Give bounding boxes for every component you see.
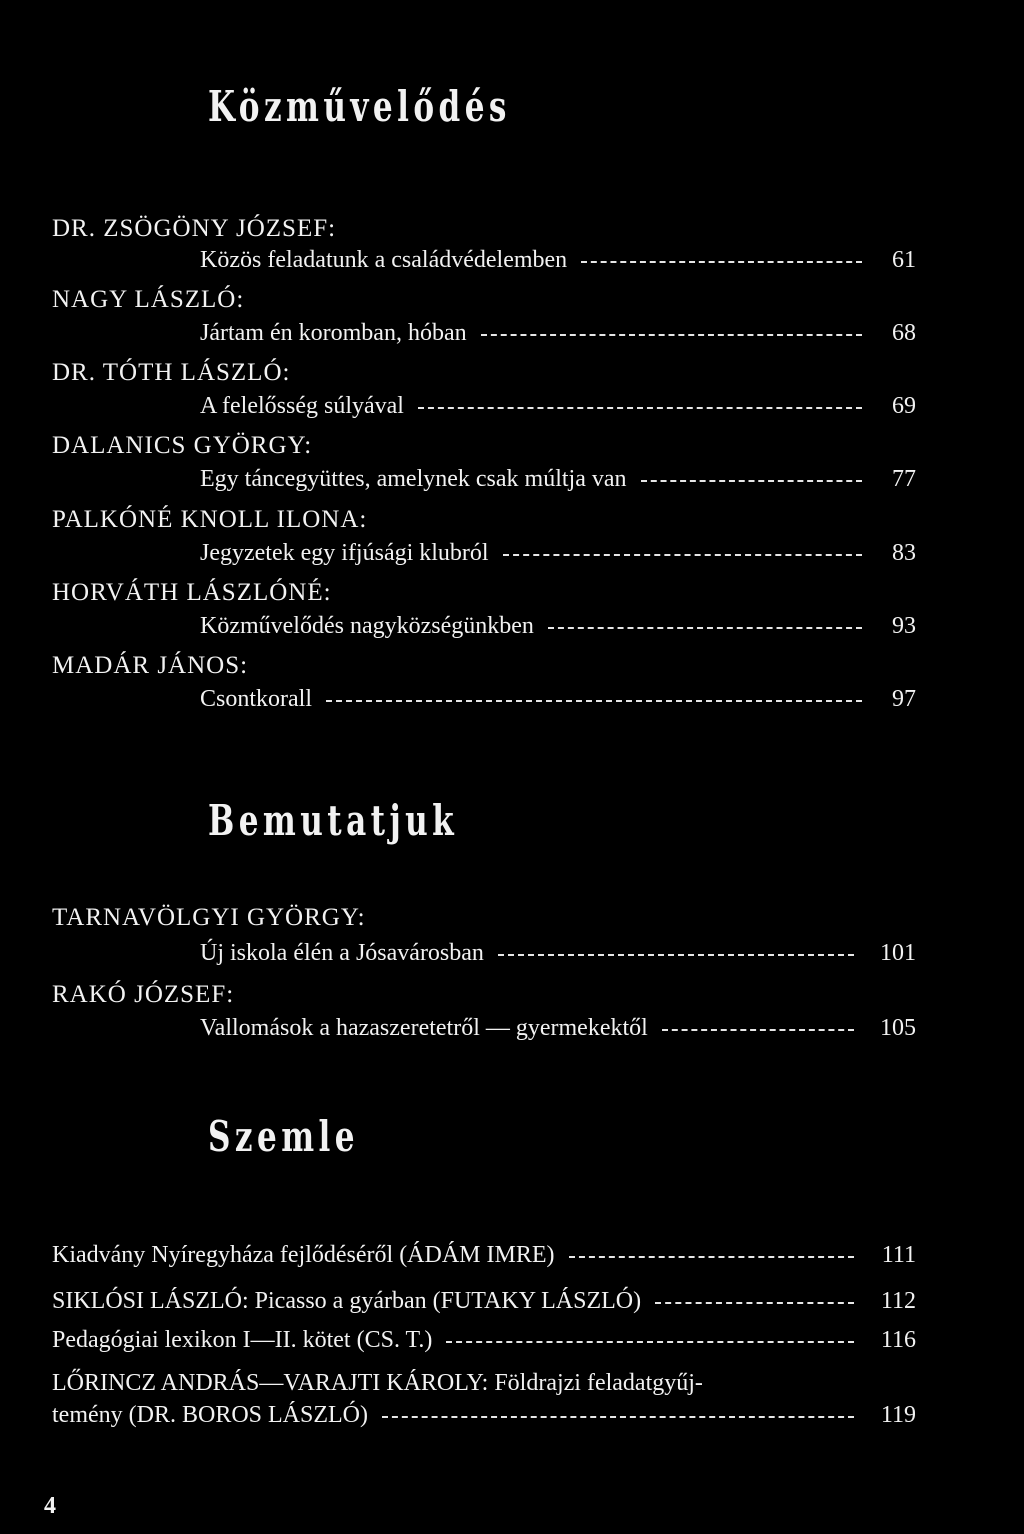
toc-entry-page: 101 [880,939,916,966]
toc-entry[interactable] [52,1240,916,1270]
toc-entry-page: 111 [881,1241,916,1268]
dot-leader [641,480,862,482]
toc-entry[interactable] [52,1400,916,1430]
toc-author: DALANICS GYÖRGY: [52,432,313,459]
toc-entry-page: 105 [880,1014,916,1041]
toc-author: MADÁR JÁNOS: [52,652,249,679]
dot-leader [498,954,854,956]
toc-author: DR. TÓTH LÁSZLÓ: [52,359,291,386]
toc-entry-title: Jártam én koromban, hóban [200,319,467,346]
toc-entry-title: Vallomások a hazaszeretetről — gyermekektől [200,1014,648,1041]
toc-entry[interactable] [200,538,916,568]
dot-leader [382,1416,854,1418]
toc-entry-title-line1[interactable]: LŐRINCZ ANDRÁS—VARAJTI KÁROLY: Földrajzi feladatgyűj- [52,1370,703,1396]
toc-entry-title: Közös feladatunk a családvédelemben [200,246,568,273]
toc-entry[interactable] [200,318,916,348]
toc-entry-title: SIKLÓSI LÁSZLÓ: Picasso a gyárban (FUTAKY LÁSZLÓ) [52,1287,642,1314]
dot-leader [662,1029,854,1031]
toc-entry-title: Csontkorall [200,685,312,712]
dot-leader [548,627,862,629]
toc-entry-page: 112 [880,1287,916,1314]
toc-entry-title-line2: temény (DR. BOROS LÁSZLÓ) [52,1401,368,1428]
section-title-kozmuvelodes: Közművelődés [208,82,511,131]
toc-author: NAGY LÁSZLÓ: [52,286,245,313]
toc-author: RAKÓ JÓZSEF: [52,981,235,1008]
toc-author: TARNAVÖLGYI GYÖRGY: [52,904,366,931]
toc-entry[interactable] [200,1013,916,1043]
section-title-szemle: Szemle [208,1112,359,1161]
dot-leader [326,700,862,702]
dot-leader [581,261,862,263]
toc-author: PALKÓNÉ KNOLL ILONA: [52,506,368,533]
toc-entry-page: 68 [892,319,916,346]
page-number: 4 [44,1493,56,1519]
toc-entry-title: Jegyzetek egy ifjúsági klubról [200,539,489,566]
toc-entry-title: Új iskola élén a Jósavárosban [200,939,484,966]
toc-entry-page: 69 [892,392,916,419]
toc-entry[interactable] [200,245,916,275]
toc-entry-page: 77 [892,465,916,492]
toc-entry[interactable] [200,391,916,421]
toc-entry-title: A felelősség súlyával [200,392,404,419]
toc-entry[interactable] [52,1286,916,1316]
toc-entry-page: 119 [880,1401,916,1428]
dot-leader [569,1256,854,1258]
toc-entry-title: Egy táncegyüttes, amelynek csak múltja van [200,465,627,492]
dot-leader [503,554,862,556]
toc-entry[interactable] [200,684,916,714]
toc-entry[interactable] [200,938,916,968]
toc-entry-title: Pedagógiai lexikon I—II. kötet (CS. T.) [52,1326,433,1353]
section-title-bemutatjuk: Bemutatjuk [208,796,459,845]
toc-entry[interactable] [52,1325,916,1355]
toc-entry-page: 116 [880,1326,916,1353]
toc-entry[interactable] [200,464,916,494]
dot-leader [418,407,862,409]
toc-entry-title: Kiadvány Nyíregyháza fejlődéséről (ÁDÁM IMRE) [52,1241,555,1268]
toc-author: HORVÁTH LÁSZLÓNÉ: [52,579,332,606]
toc-entry-page: 61 [892,246,916,273]
toc-entry-page: 93 [892,612,916,639]
toc-entry-page: 83 [892,539,916,566]
toc-entry-page: 97 [892,685,916,712]
toc-author: DR. ZSÖGÖNY JÓZSEF: [52,215,337,242]
dot-leader [446,1341,854,1343]
toc-entry[interactable] [200,611,916,641]
toc-entry-title: Közművelődés nagyközségünkben [200,612,534,639]
dot-leader [481,334,862,336]
dot-leader [655,1302,854,1304]
